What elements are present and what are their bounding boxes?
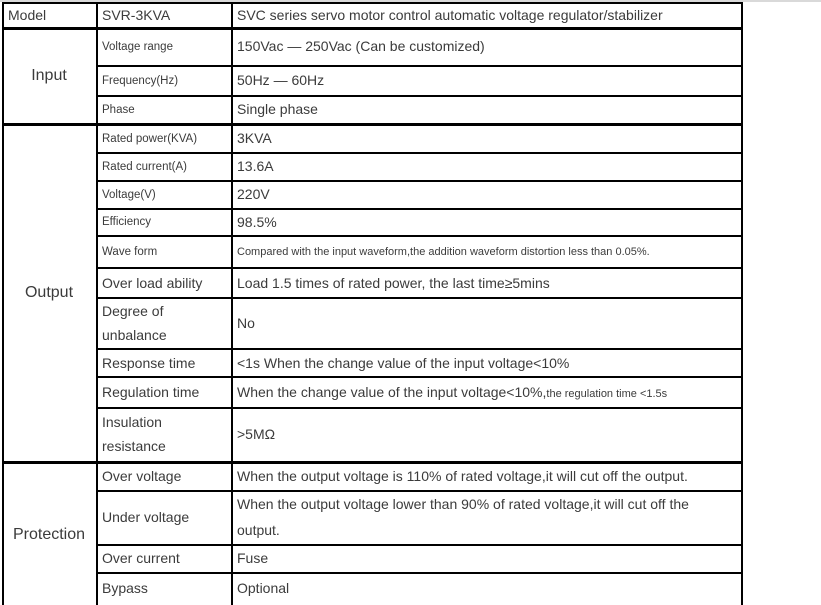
section-output-cell: Output xyxy=(3,124,97,462)
spec-value: >5MΩ xyxy=(232,408,742,462)
spec-value: When the output voltage lower than 90% of rated voltage,it will cut off the output. xyxy=(232,491,742,545)
spec-label: Regulation time xyxy=(97,377,232,408)
spec-row xyxy=(3,573,742,605)
spec-row xyxy=(3,28,742,66)
spec-value: 50Hz — 60Hz xyxy=(232,66,742,96)
spec-row xyxy=(3,153,742,181)
section-input-cell: Input xyxy=(3,28,97,124)
spec-row xyxy=(3,66,742,96)
spec-value xyxy=(232,377,742,408)
spec-label: Efficiency xyxy=(97,209,232,237)
spec-value: Load 1.5 times of rated power, the last time≥5mins xyxy=(232,268,742,298)
spec-value: <1s When the change value of the input voltage<10% xyxy=(232,349,742,377)
spec-row xyxy=(3,96,742,124)
spec-value: Compared with the input waveform,the addition waveform distortion less than 0.05%. xyxy=(232,236,742,268)
spec-label: Degree of unbalance xyxy=(97,298,232,349)
spec-value: Single phase xyxy=(232,96,742,124)
spec-label: Over load ability xyxy=(97,268,232,298)
spec-value: 98.5% xyxy=(232,209,742,237)
spec-label: Voltage range xyxy=(97,28,232,66)
spec-table xyxy=(2,2,743,605)
spec-row xyxy=(3,349,742,377)
spec-row xyxy=(3,545,742,573)
spec-value: 13.6A xyxy=(232,153,742,181)
spec-label: Voltage(V) xyxy=(97,181,232,209)
spec-label: Under voltage xyxy=(97,491,232,545)
spec-row xyxy=(3,268,742,298)
model-row xyxy=(3,3,742,28)
spec-label: Response time xyxy=(97,349,232,377)
spec-row xyxy=(3,408,742,462)
model-description: SVC series servo motor control automatic voltage regulator/stabilizer xyxy=(232,3,742,28)
spec-row xyxy=(3,124,742,152)
spec-value: Fuse xyxy=(232,545,742,573)
spec-label: Rated current(A) xyxy=(97,153,232,181)
spec-label: Insulation resistance xyxy=(97,408,232,462)
spec-label: Bypass xyxy=(97,573,232,605)
spec-label: Frequency(Hz) xyxy=(97,66,232,96)
spec-row xyxy=(3,181,742,209)
spec-label: Rated power(KVA) xyxy=(97,124,232,152)
section-protection-cell: Protection xyxy=(3,462,97,605)
model-value: SVR-3KVA xyxy=(97,3,232,28)
spec-label: Over current xyxy=(97,545,232,573)
spec-value-main: When the change value of the input voltage<10%, xyxy=(237,384,547,400)
model-label: Model xyxy=(3,3,97,28)
spec-row xyxy=(3,377,742,408)
spec-value: 3KVA xyxy=(232,124,742,152)
spec-value-suffix: the regulation time <1.5s xyxy=(546,388,668,400)
spec-label: Phase xyxy=(97,96,232,124)
spec-row xyxy=(3,462,742,490)
spec-value: When the output voltage is 110% of rated voltage,it will cut off the output. xyxy=(232,462,742,490)
spec-label: Wave form xyxy=(97,236,232,268)
spec-row xyxy=(3,236,742,268)
spec-value: 220V xyxy=(232,181,742,209)
spec-row xyxy=(3,298,742,349)
spec-row xyxy=(3,491,742,545)
spec-label: Over voltage xyxy=(97,462,232,490)
spec-row xyxy=(3,209,742,237)
spec-value: Optional xyxy=(232,573,742,605)
spec-value: 150Vac — 250Vac (Can be customized) xyxy=(232,28,742,66)
spec-value: No xyxy=(232,298,742,349)
